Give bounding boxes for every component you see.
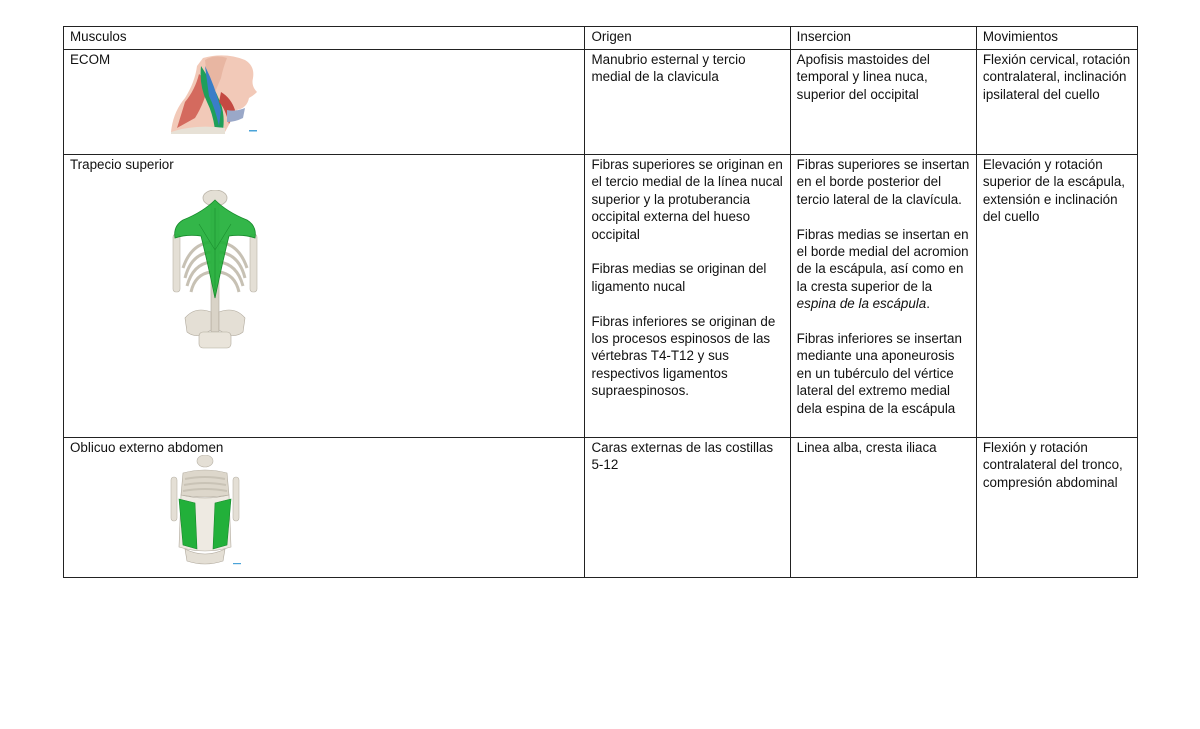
muscle-name: ECOM xyxy=(70,52,111,67)
muscle-cell xyxy=(64,438,585,578)
movement-text: Elevación y rotación superior de la escápula, extensión e inclinación del cuello xyxy=(982,157,1126,225)
insertion-cell xyxy=(790,438,976,578)
origin-text: Fibras inferiores se originan de los procesos espinosos de las vértebras T4-T12 y sus respectivos ligamentos supraespinosos. xyxy=(591,313,776,399)
neck-muscle-illustration xyxy=(165,52,260,136)
muscle-name: Oblicuo externo abdomen xyxy=(70,440,224,455)
movement-text: Flexión y rotación contralateral del tronco, compresión abdominal xyxy=(982,440,1123,490)
origin-cell xyxy=(585,50,790,155)
header-muscles: Musculos xyxy=(64,27,585,50)
insertion-text: Fibras superiores se insertan en el borde posterior del tercio lateral de la clavícula. xyxy=(796,157,970,207)
muscle-name: Trapecio superior xyxy=(70,157,174,172)
insertion-cell xyxy=(790,155,976,438)
header-origin: Origen xyxy=(585,27,790,50)
header-insertion: Insercion xyxy=(790,27,976,50)
table-header-row xyxy=(64,27,1138,50)
insertion-italic-text: espina de la escápula xyxy=(796,296,927,312)
insertion-text: Fibras medias se insertan en el borde medial del acromion de la escápula, así como en la cresta superior de la espina de la escápula. xyxy=(796,226,969,312)
movement-cell xyxy=(976,438,1137,578)
origin-cell xyxy=(585,438,790,578)
insertion-text: Apofisis mastoides del temporal y linea nuca, superior del occipital xyxy=(796,52,930,102)
muscle-cell xyxy=(64,50,585,155)
insertion-text: Fibras inferiores se insertan mediante una aponeurosis en un tubérculo del vértice lateral del extremo medial dela espina de la escápula xyxy=(796,331,962,416)
movement-cell xyxy=(976,50,1137,155)
external-oblique-illustration xyxy=(165,455,245,567)
origin-text: Caras externas de las costillas 5-12 xyxy=(591,440,774,473)
header-movements: Movimientos xyxy=(976,27,1137,50)
movement-cell xyxy=(976,155,1137,438)
trapezius-back-illustration xyxy=(165,190,265,352)
movement-text: Flexión cervical, rotación contralateral, inclinación ipsilateral del cuello xyxy=(982,52,1131,102)
insertion-text: Linea alba, cresta iliaca xyxy=(796,440,937,455)
origin-text: Fibras medias se originan del ligamento nucal xyxy=(591,261,767,294)
origin-text: Manubrio esternal y tercio medial de la clavicula xyxy=(591,52,746,85)
origin-cell xyxy=(585,155,790,438)
origin-text: Fibras superiores se originan en el tercio medial de la línea nucal superior y la protuberancia occipital externa del hueso occipital xyxy=(591,157,783,242)
muscle-cell xyxy=(64,155,585,438)
insertion-cell xyxy=(790,50,976,155)
